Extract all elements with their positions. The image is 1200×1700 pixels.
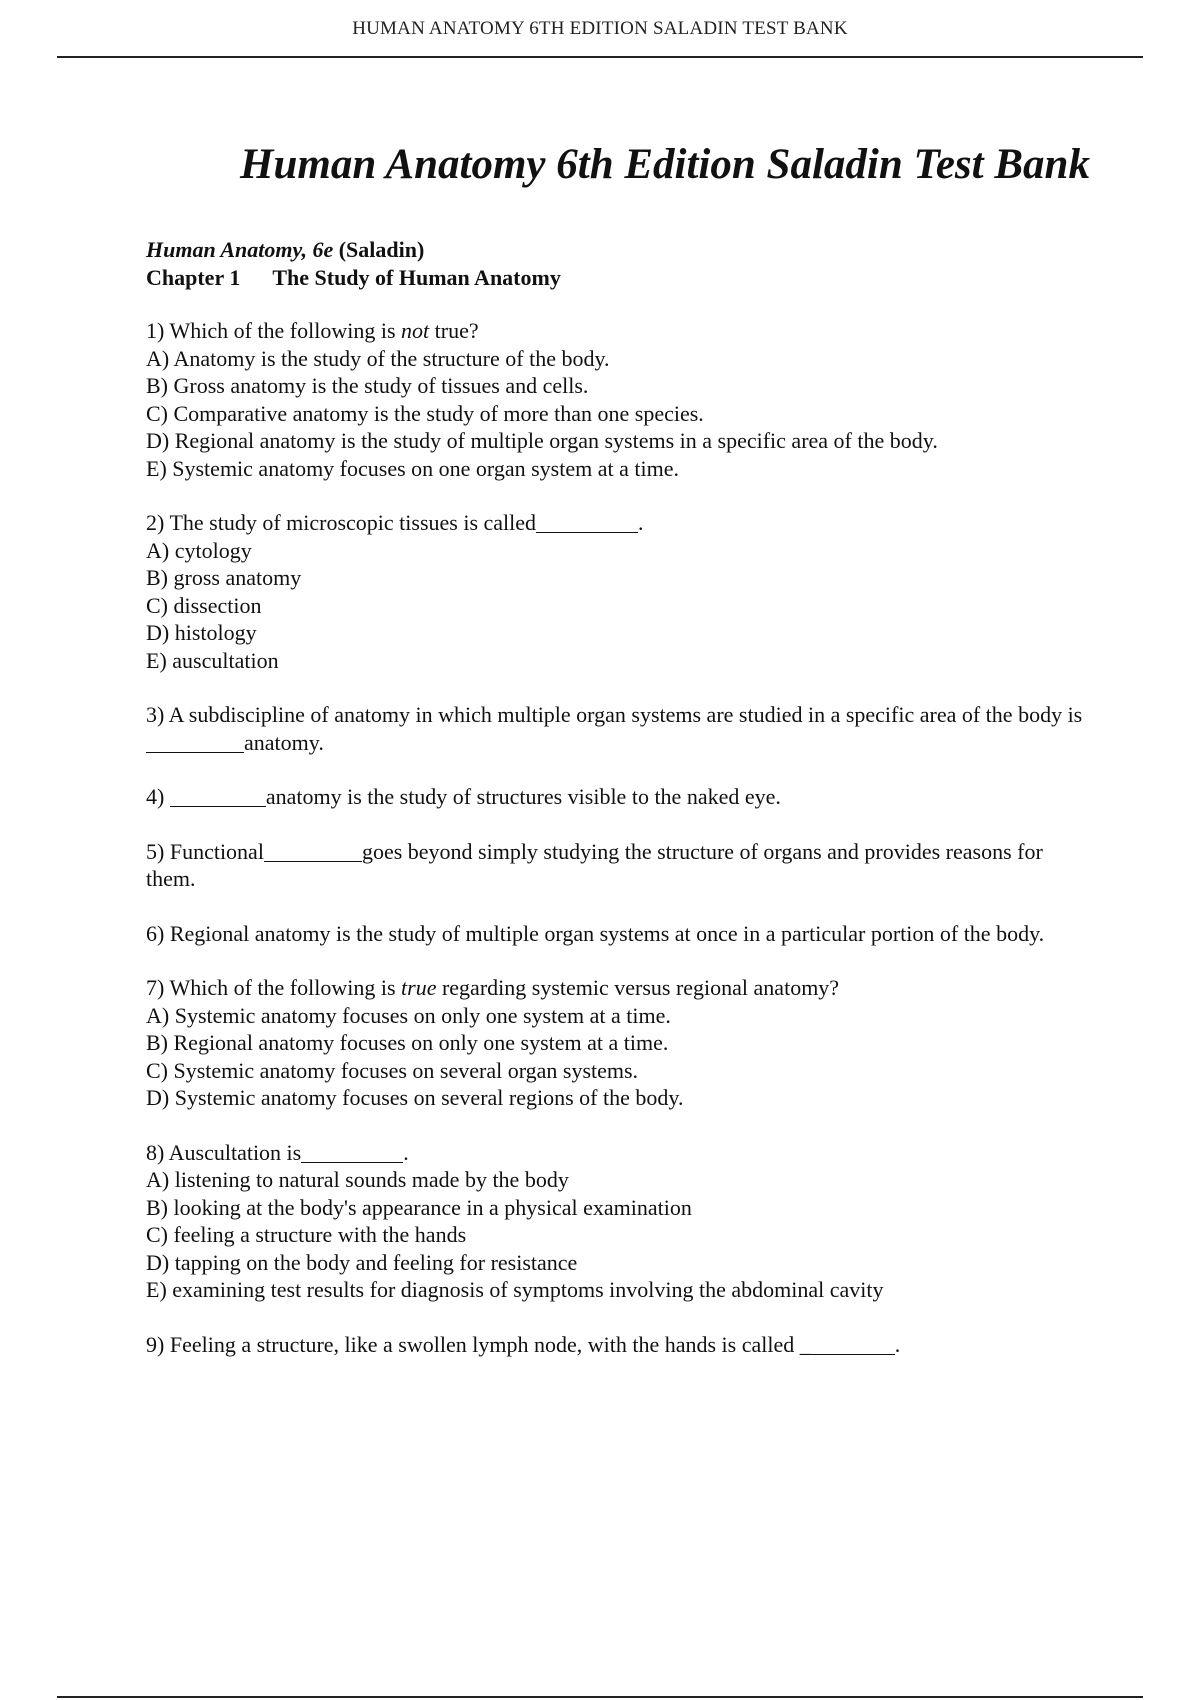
answer-option: D) histology	[146, 620, 257, 645]
answer-option: C) Comparative anatomy is the study of more than one species.	[146, 400, 704, 426]
question-number: 7)	[146, 975, 165, 1000]
question-stem	[146, 701, 1096, 756]
running-header: HUMAN ANATOMY 6TH EDITION SALADIN TEST BANK	[352, 18, 848, 39]
stem-text: .	[403, 1139, 409, 1165]
question-9	[146, 1331, 1096, 1359]
question-5	[146, 838, 1096, 893]
stem-text: Feeling a structure, like a swollen lymph node, with the hands is called _	[169, 1331, 811, 1357]
answer-option: A) listening to natural sounds made by the body	[146, 1167, 569, 1192]
question-number: 6)	[146, 920, 165, 946]
answer-blank	[811, 1332, 895, 1355]
answer-option: C) dissection	[146, 592, 262, 618]
stem-text: Regional anatomy is the study of multiple organ systems at once in a particular portion of the body.	[169, 920, 1045, 946]
stem-text: regarding systemic versus regional anatomy?	[441, 975, 840, 1000]
stem-text: Which of the following is	[169, 318, 396, 343]
answer-option: B) looking at the body's appearance in a physical examination	[146, 1194, 692, 1220]
question-stem	[146, 838, 1096, 893]
document-title: Human Anatomy 6th Edition Saladin Test Bank	[240, 141, 1090, 188]
answer-option: E) examining test results for diagnosis of symptoms involving the abdominal cavity	[146, 1277, 884, 1302]
question-stem	[146, 1139, 1096, 1167]
stem-text: Functional	[169, 838, 264, 864]
question-number: 1)	[146, 318, 165, 343]
question-stem	[146, 974, 1096, 1002]
stem-text: The study of microscopic tissues is called	[169, 510, 537, 535]
question-number: 5)	[146, 838, 165, 864]
chapter-line	[146, 264, 1096, 292]
stem-text: .	[894, 1331, 901, 1357]
answer-option: C) feeling a structure with the hands	[146, 1222, 467, 1247]
answer-option: D) Systemic anatomy focuses on several regions of the body.	[146, 1085, 684, 1110]
question-4	[146, 783, 1096, 811]
answer-blank	[170, 784, 266, 807]
answer-blank	[536, 510, 638, 533]
stem-text: goes beyond simply studying the structure of organs and provides reasons for them.	[146, 838, 1043, 891]
question-number: 2)	[146, 510, 165, 535]
stem-text: true?	[434, 318, 479, 343]
document-body	[146, 236, 1096, 1358]
answer-option: C) Systemic anatomy focuses on several organ systems.	[146, 1057, 639, 1083]
chapter-title: The Study of Human Anatomy	[272, 264, 561, 290]
question-1	[146, 317, 1096, 482]
stem-text: A subdiscipline of anatomy in which multiple organ systems are studied in a specific area of the body is	[168, 702, 1083, 727]
answer-option: B) Regional anatomy focuses on only one system at a time.	[146, 1030, 669, 1055]
stem-text: Which of the following is	[169, 975, 396, 1000]
answer-option: B) gross anatomy	[146, 565, 302, 590]
answer-option: B) Gross anatomy is the study of tissues and cells.	[146, 373, 589, 398]
question-stem	[146, 509, 1096, 537]
answer-option: A) Anatomy is the study of the structure of the body.	[146, 345, 610, 371]
stem-text: Auscultation is	[168, 1139, 302, 1165]
question-3	[146, 701, 1096, 756]
answer-option: E) Systemic anatomy focuses on one organ system at a time.	[146, 455, 679, 481]
question-2	[146, 509, 1096, 674]
question-7	[146, 974, 1096, 1112]
answer-option: E) auscultation	[146, 647, 279, 673]
answer-blank	[301, 1140, 403, 1163]
answer-option: D) Regional anatomy is the study of multiple organ systems in a specific area of the body.	[146, 428, 938, 453]
header-divider	[57, 56, 1143, 58]
answer-option: A) cytology	[146, 537, 252, 563]
question-stem	[146, 317, 1096, 345]
book-line	[146, 236, 1096, 264]
answer-option: D) tapping on the body and feeling for resistance	[146, 1249, 578, 1275]
book-author: (Saladin)	[338, 237, 425, 262]
footer-divider	[57, 1696, 1143, 1698]
stem-text: anatomy is the study of structures visible to the naked eye.	[265, 784, 781, 809]
question-number: 4)	[146, 784, 165, 809]
question-stem	[146, 920, 1096, 948]
book-name: Human Anatomy, 6e	[146, 237, 334, 262]
stem-text: anatomy.	[244, 729, 324, 755]
answer-blank	[146, 730, 244, 753]
question-8	[146, 1139, 1096, 1304]
stem-text: .	[638, 510, 644, 535]
question-number: 9)	[146, 1331, 165, 1357]
question-stem	[146, 1331, 1096, 1359]
answer-blank	[264, 839, 362, 862]
answer-option: A) Systemic anatomy focuses on only one system at a time.	[146, 1002, 671, 1028]
question-number: 8)	[146, 1139, 165, 1165]
stem-emphasis: not	[401, 318, 430, 343]
stem-emphasis: true	[401, 975, 437, 1000]
question-6	[146, 920, 1096, 948]
question-stem	[146, 783, 1096, 811]
chapter-label: Chapter 1	[146, 264, 241, 290]
question-number: 3)	[146, 702, 165, 727]
